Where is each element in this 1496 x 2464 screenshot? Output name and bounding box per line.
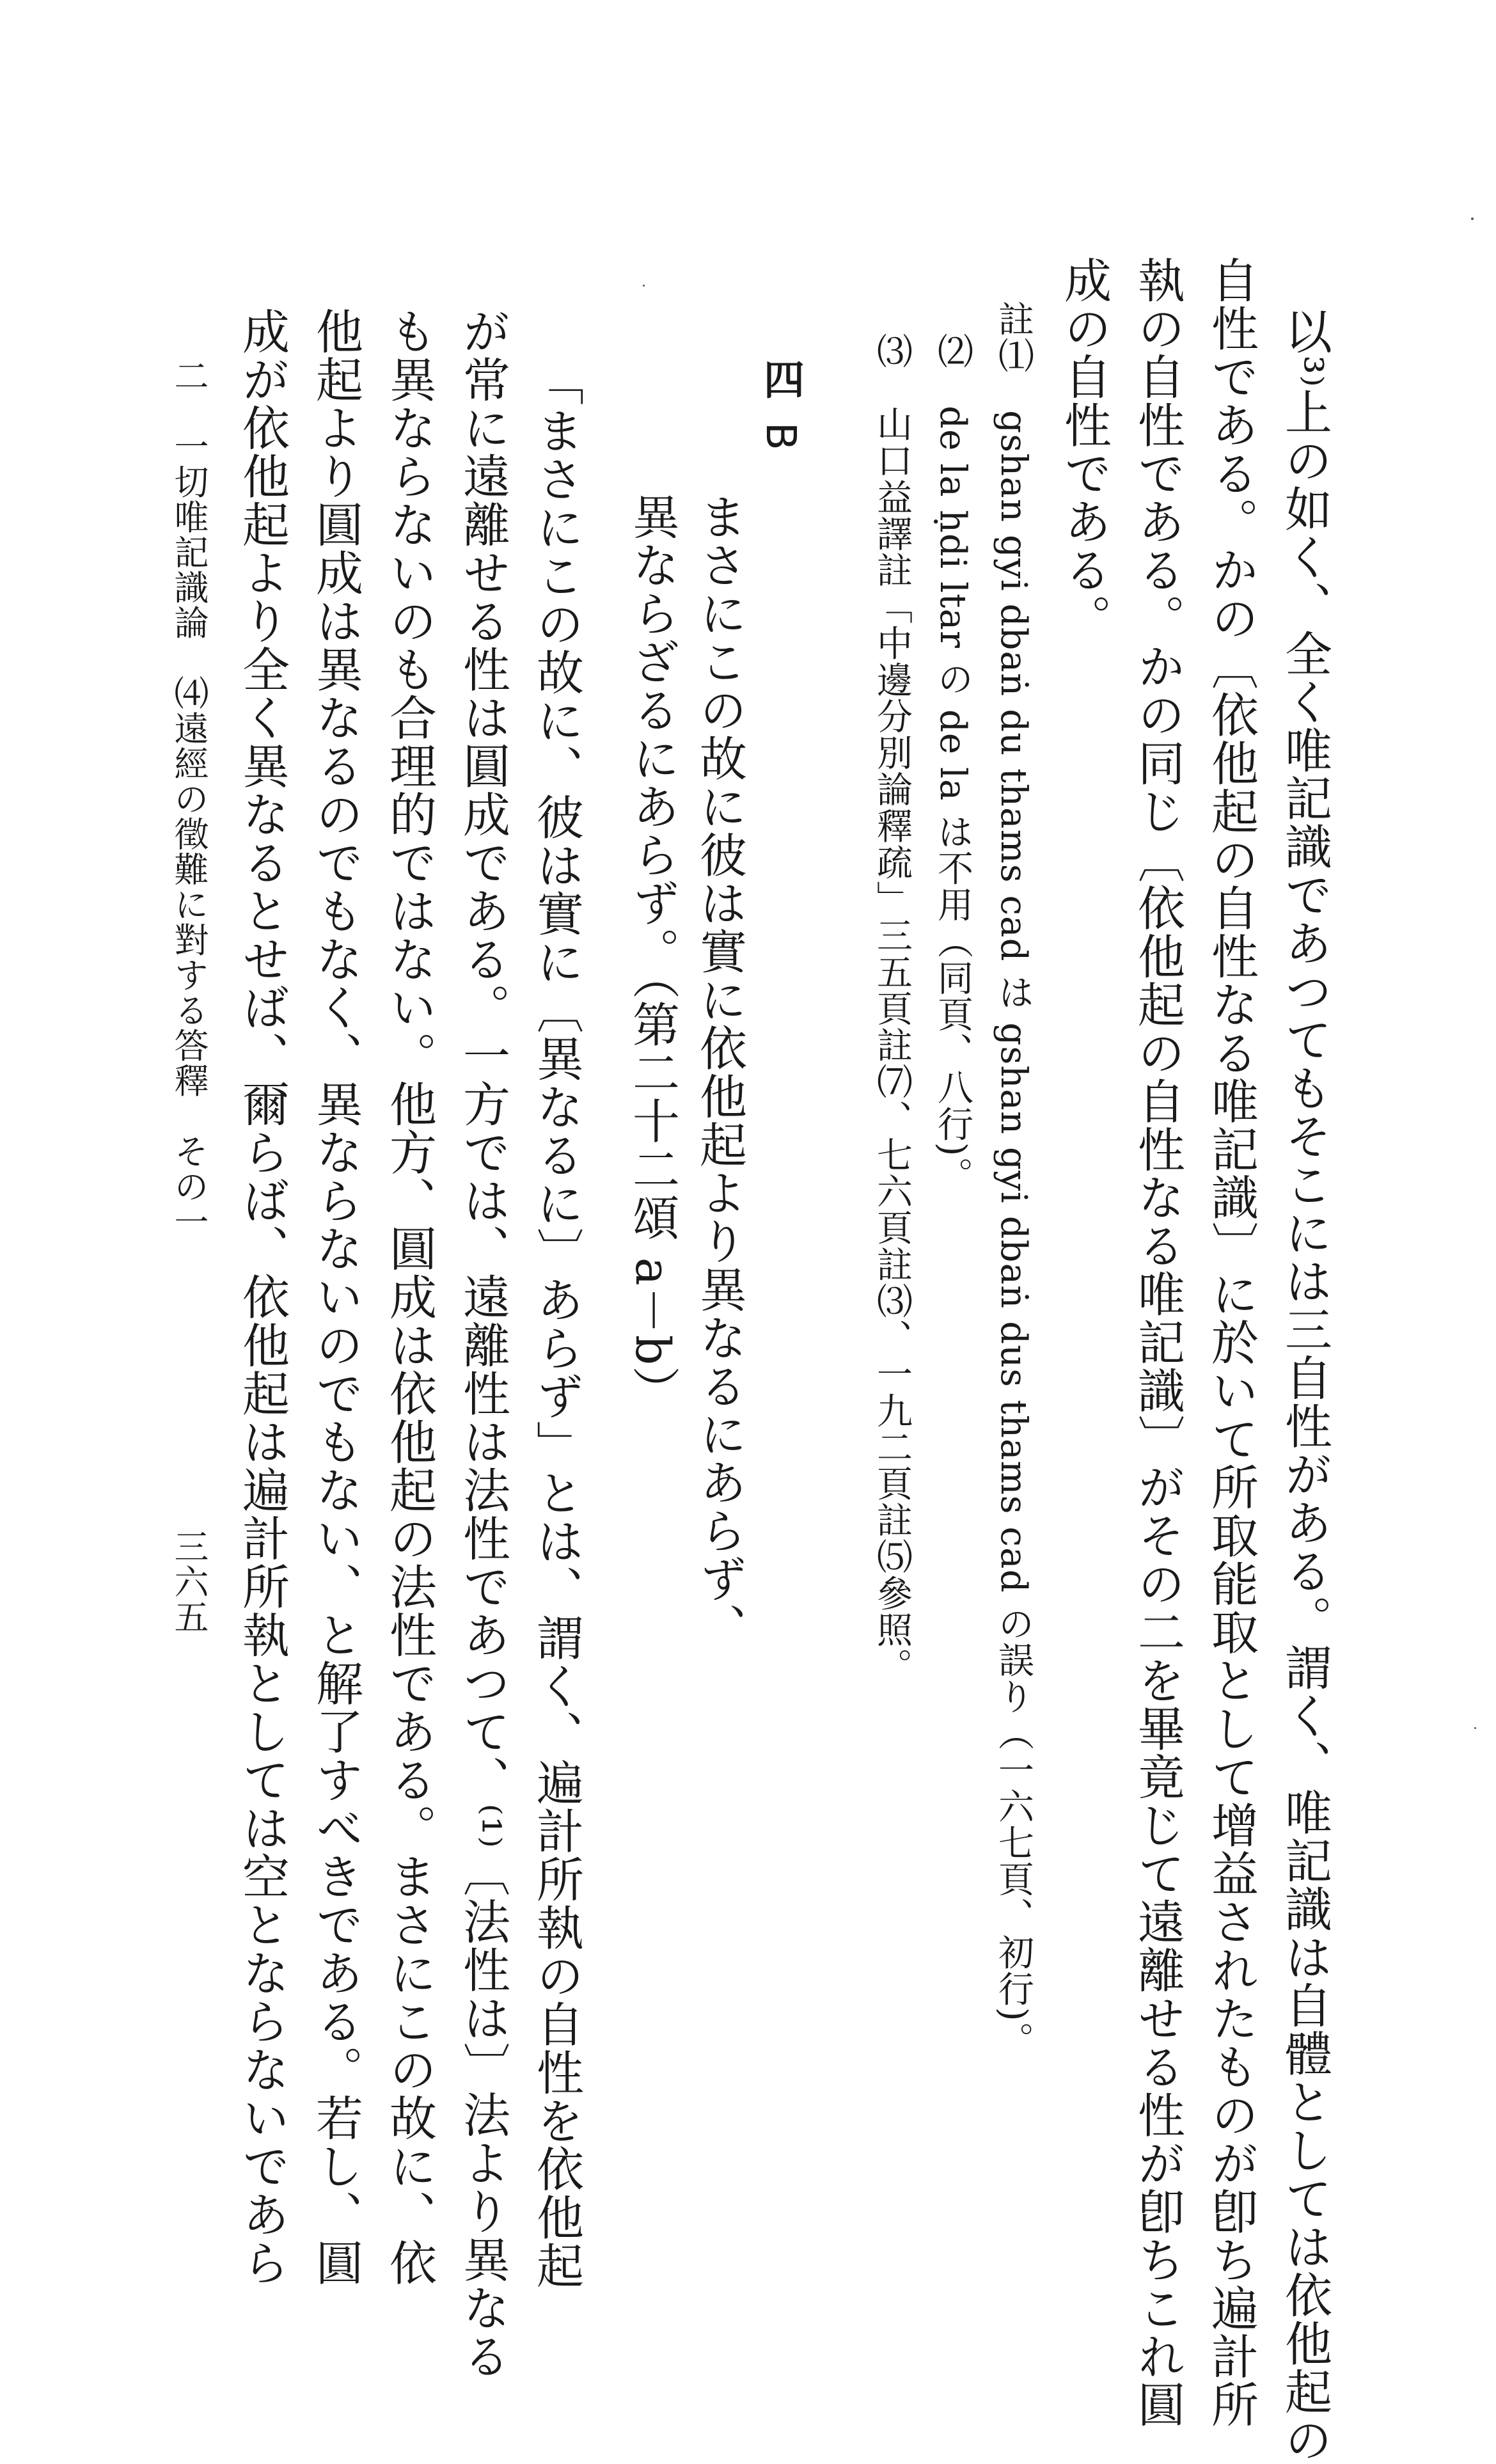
footnote-2: ⑵ de la ḥdi ltar の de la は不用（同頁、八行)。: [932, 333, 973, 1194]
paragraph-top-line-4: 成の自性である。: [1057, 256, 1112, 642]
footnote-3: ⑶ 山口益譯註「中邊分別論釋疏」三五頁註⑺、七六頁註⑶、一九二頁註⑸參照。: [871, 333, 913, 1685]
section-number: 四: [757, 358, 805, 400]
verse-line-2: 異ならざるにあらず。（第二十二頌 a－b）: [625, 493, 680, 1415]
paragraph-top-line-3: 執の自性である。かの同じ〔依他起の自性なる唯記識〕がその二を畢竟じて遠離せる性が卽ちこれ圓: [1130, 256, 1185, 2429]
verse-line-1: まさにこの故に彼は實に依他起より異なるにあらず、: [692, 493, 747, 1652]
scan-speck: [1474, 1727, 1476, 1729]
footnote-1: 註⑴ gshan gyi dbaṅ du thams cad は gshan gyi dbaṅ dus thams cad の誤り（一六七頁、初行)。: [993, 301, 1034, 2058]
paragraph-top-line-1: 以³⁾上の如く、全く唯記識であつてもそこには三自性がある。謂く、唯記識は自體としては依他起の: [1277, 307, 1332, 2464]
paragraph-top-line-2: 自性である。かの〔依他起の自性なる唯記識〕に於いて所取能取として增益されたものが卽ち遍計所: [1204, 256, 1259, 2429]
running-head: 二 一切唯記識論 ⑷遠經の徵難に對する答釋 その一: [169, 358, 209, 1239]
scan-speck: [1471, 217, 1474, 220]
paragraph-bottom-line-1: 「まさにこの故に、彼は實に〔異なるに〕あらず」とは、謂く、遍計所執の自性を依他起: [529, 358, 584, 2290]
page-number: 三六五: [169, 1529, 209, 1635]
paragraph-bottom-line-3: も異ならないのも合理的ではない。他方、圓成は依他起の法性である。まさにこの故に、依: [382, 307, 437, 2287]
scan-speck: [643, 285, 645, 287]
paragraph-bottom-line-4: 他起より圓成は異なるのでもなく、異ならないのでもない、と解了すべきである。若し、圓: [308, 307, 363, 2287]
paragraph-bottom-line-2: が常に遠離せる性は圓成である。一方では、遠離性は法性であつて、⁽¹⁾〔法性は〕法より異なる: [455, 307, 510, 2380]
section-label: B: [757, 422, 804, 452]
paragraph-bottom-line-5: 成が依他起より全く異なるとせば、爾らば、依他起は遍計所執としては空とならないであら: [235, 307, 290, 2287]
